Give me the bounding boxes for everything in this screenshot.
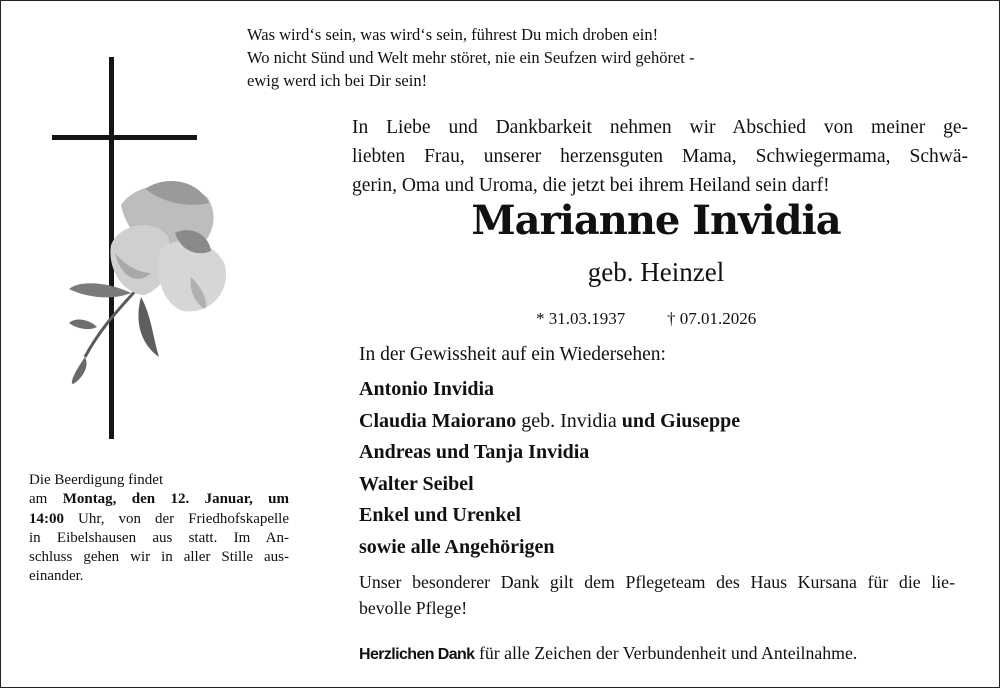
rose-flower-icon [69,181,226,384]
intro-line: In Liebe und Dankbarkeit nehmen wir Abschied von meiner ge- [352,117,968,138]
funeral-info [29,471,289,587]
special-thanks [359,569,955,621]
birth-date: * 31.03.1937 [536,309,626,328]
closing-thanks [359,643,959,664]
poem-verse [247,23,807,92]
deceased-name: Marianne Invidia [471,197,841,244]
mourner-entry [359,406,959,438]
funeral-text: am [29,491,63,508]
closing-lead: Herzlichen Dank [359,646,475,663]
funeral-line [29,490,289,509]
mourner-entry: Walter Seibel [359,472,474,495]
thanks-line: bevolle Pflege! [359,598,468,618]
poem-line: Was wird‘s sein, was wird‘s sein, führest Du mich droben ein! [247,25,659,44]
closing-rest: für alle Zeichen der Verbundenheit und Anteilnahme. [474,643,858,663]
poem-line: ewig werd ich bei Dir sein! [247,71,428,90]
farewell-intro [352,113,968,200]
mourner-name: Claudia Maiorano [359,409,517,432]
death-date: † 07.01.2026 [667,309,757,328]
funeral-time: 14:00 [29,510,64,527]
funeral-line: Die Beerdigung findet [29,472,164,488]
mourner-entry: sowie alle Angehörigen [359,535,555,558]
mourner-name: und Giuseppe [621,409,741,432]
funeral-line: schluss gehen wir in aller Stille aus- [29,549,289,566]
intro-line: liebten Frau, unserer herzensguten Mama, Schwiegermama, Schwä- [352,146,968,167]
mourner-maiden-note: geb. Invidia [516,409,622,432]
mourners-list [359,374,959,564]
thanks-line: Unser besonderer Dank gilt dem Pflegeteam des Haus Kursana für die lie- [359,572,955,592]
mourners-intro: In der Gewissheit auf ein Wiedersehen: [359,344,666,365]
intro-line: gerin, Oma und Uroma, die jetzt bei ihrem Heiland sein darf! [352,175,830,196]
mourner-entry: Andreas und Tanja Invidia [359,441,590,464]
maiden-name: geb. Heinzel [587,257,725,287]
mourner-entry: Antonio Invidia [359,378,495,400]
funeral-line: einander. [29,568,84,585]
cross-with-flower-illustration [41,57,281,447]
funeral-text: Uhr, von der Friedhofskapelle [64,510,289,527]
poem-line: Wo nicht Sünd und Welt mehr störet, nie ein Seufzen wird gehöret - [247,48,695,67]
funeral-line [29,510,289,529]
funeral-date: Montag, den 12. Januar, um [62,491,290,508]
mourner-entry: Enkel und Urenkel [359,504,521,527]
funeral-line: in Eibelshausen aus statt. Im An- [29,529,289,546]
